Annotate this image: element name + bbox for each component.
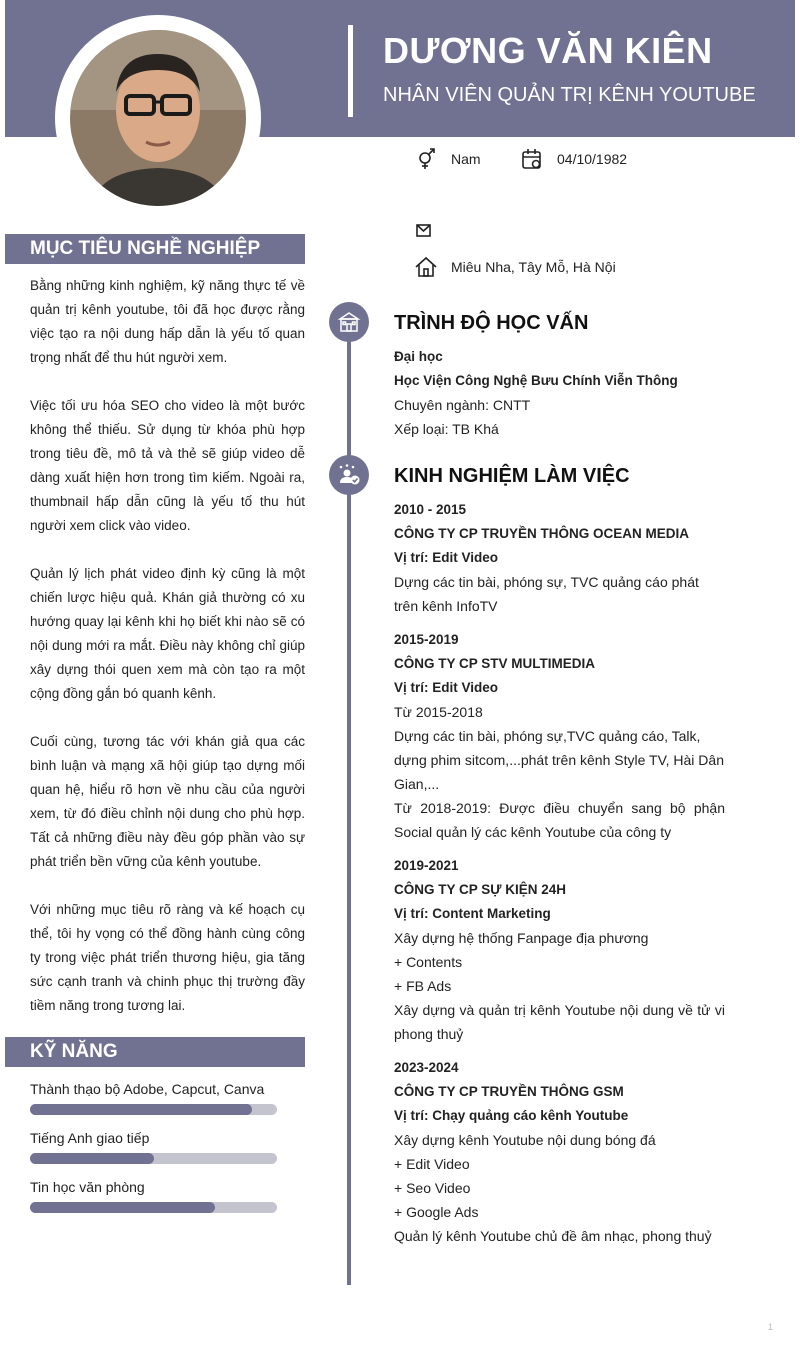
candidate-name: DƯƠNG VĂN KIÊN [383,30,713,71]
skill-label: Thành thạo bộ Adobe, Capcut, Canva [30,1081,265,1097]
education-icon [329,302,369,342]
education-school: Học Viện Công Nghệ Bưu Chính Viễn Thông [394,373,678,388]
skill-label: Tin học văn phòng [30,1179,145,1195]
address-row [415,256,616,278]
education-grade: Xếp loại: TB Khá [394,421,499,437]
objective-paragraph-3: Quản lý lịch phát video định kỳ cũng là một chiến lược hiệu quả. Khán giả thường có xu hướng quay lại kênh khi họ biết khi nào sẽ có nội dung mới ra mắt. Điều này không chỉ giúp xây dựng thói quen xem mà còn tạo ra một cộng đồng gắn bó quanh kênh. [30,566,305,701]
job-position: Vị trí: Chạy quảng cáo kênh Youtube [394,1108,629,1123]
experience-heading: KINH NGHIỆM LÀM VIỆC [394,465,630,487]
job-position: Vị trí: Edit Video [394,680,499,695]
birthdate-row [521,148,627,170]
job-description: Từ 2018-2019: Được điều chuyển sang bộ phận Social quản lý các kênh Youtube của công ty [394,800,725,840]
education-degree: Đại học [394,349,443,364]
envelope-icon [415,220,437,242]
job-period: 2010 - 2015 [394,502,467,517]
job-position: Vị trí: Edit Video [394,550,499,565]
job-description: Từ 2015-2018 [394,704,483,720]
job-description: + Contents [394,954,463,970]
home-icon [415,256,437,278]
objective-paragraph-1: Bằng những kinh nghiệm, kỹ năng thực tế về quản trị kênh youtube, tôi đã học được rằng việc tạo ra nội dung hấp dẫn là yếu tố quan trọng nhất để thu hút người xem. [30,278,305,365]
job-period: 2019-2021 [394,858,459,873]
skill-bar-fill [30,1202,215,1213]
education-major: Chuyên ngành: CNTT [394,397,531,413]
gender-row [415,148,481,170]
skill-bar-track [30,1104,277,1115]
avatar [70,30,246,206]
job-description: Quản lý kênh Youtube chủ đề âm nhạc, phong thuỷ [394,1228,712,1244]
objective-paragraph-5: Với những mục tiêu rõ ràng và kế hoạch cụ thể, tôi hy vọng có thể đồng hành cùng công ty trong việc phát triển thương hiệu, gia tăng sức cạnh tranh và chinh phục thị trường đầy tiềm năng trong tương lai. [30,902,305,1013]
job-position: Vị trí: Content Marketing [394,906,551,921]
job-company: CÔNG TY CP TRUYỀN THÔNG GSM [394,1084,624,1099]
job-company: CÔNG TY CP STV MULTIMEDIA [394,656,596,671]
calendar-icon [521,148,543,170]
skill-bar-track [30,1202,277,1213]
gender-icon [415,148,437,170]
job-description: + Google Ads [394,1204,479,1220]
header-divider [348,25,353,117]
skill-bar-fill [30,1153,154,1164]
education-heading: TRÌNH ĐỘ HỌC VẤN [394,312,589,334]
skills-heading: KỸ NĂNG [5,1037,305,1067]
job-title: NHÂN VIÊN QUẢN TRỊ KÊNH YOUTUBE [383,84,756,106]
objective-paragraph-4: Cuối cùng, tương tác với khán giả qua các bình luận và mạng xã hội giúp tạo dựng mối quan hệ, hiểu rõ hơn về nhu cầu của người xem, từ đó điều chỉnh nội dung cho phù hợp. Tất cả những điều này đều góp phần vào sự phát triển bền vững của kênh youtube. [30,734,305,869]
job-description: Xây dựng kênh Youtube nội dung bóng đá [394,1132,656,1148]
job-description: + Seo Video [394,1180,471,1196]
experience-icon [329,455,369,495]
email-row [415,220,451,242]
job-description: Dựng các tin bài, phóng sự,TVC quảng cáo, Talk, dựng phim sitcom,...phát trên kênh Style TV, Hài Dân Gian,... [394,728,724,792]
skill-label: Tiếng Anh giao tiếp [30,1130,150,1146]
objective-paragraph-2: Việc tối ưu hóa SEO cho video là một bước không thể thiếu. Sử dụng từ khóa phù hợp trong tiêu đề, mô tả và thẻ sẽ giúp video dễ dàng xuất hiện hơn trong tìm kiếm. Ngoài ra, thumbnail hấp dẫn cũng là yếu tố thu hút người xem click vào video. [30,398,305,533]
job-description: + FB Ads [394,978,452,994]
skill-bar-track [30,1153,277,1164]
job-description: Xây dựng hệ thống Fanpage địa phương [394,930,649,946]
address-value: Miêu Nha, Tây Mỗ, Hà Nội [451,259,616,275]
skill-bar-fill [30,1104,252,1115]
job-company: CÔNG TY CP SỰ KIỆN 24H [394,882,566,897]
objective-heading: MỤC TIÊU NGHỀ NGHIỆP [5,234,305,264]
birthdate-value: 04/10/1982 [557,151,628,167]
job-period: 2023-2024 [394,1060,459,1075]
job-period: 2015-2019 [394,632,459,647]
job-description: Xây dựng và quản trị kênh Youtube nội dung về tử vi phong thuỷ [394,1002,725,1042]
job-company: CÔNG TY CP TRUYỀN THÔNG OCEAN MEDIA [394,526,690,541]
job-description: Dựng các tin bài, phóng sự, TVC quảng cáo phát trên kênh InfoTV [394,574,699,614]
page-number: 1 [768,1322,774,1332]
job-description: + Edit Video [394,1156,470,1172]
gender-value: Nam [451,151,481,167]
